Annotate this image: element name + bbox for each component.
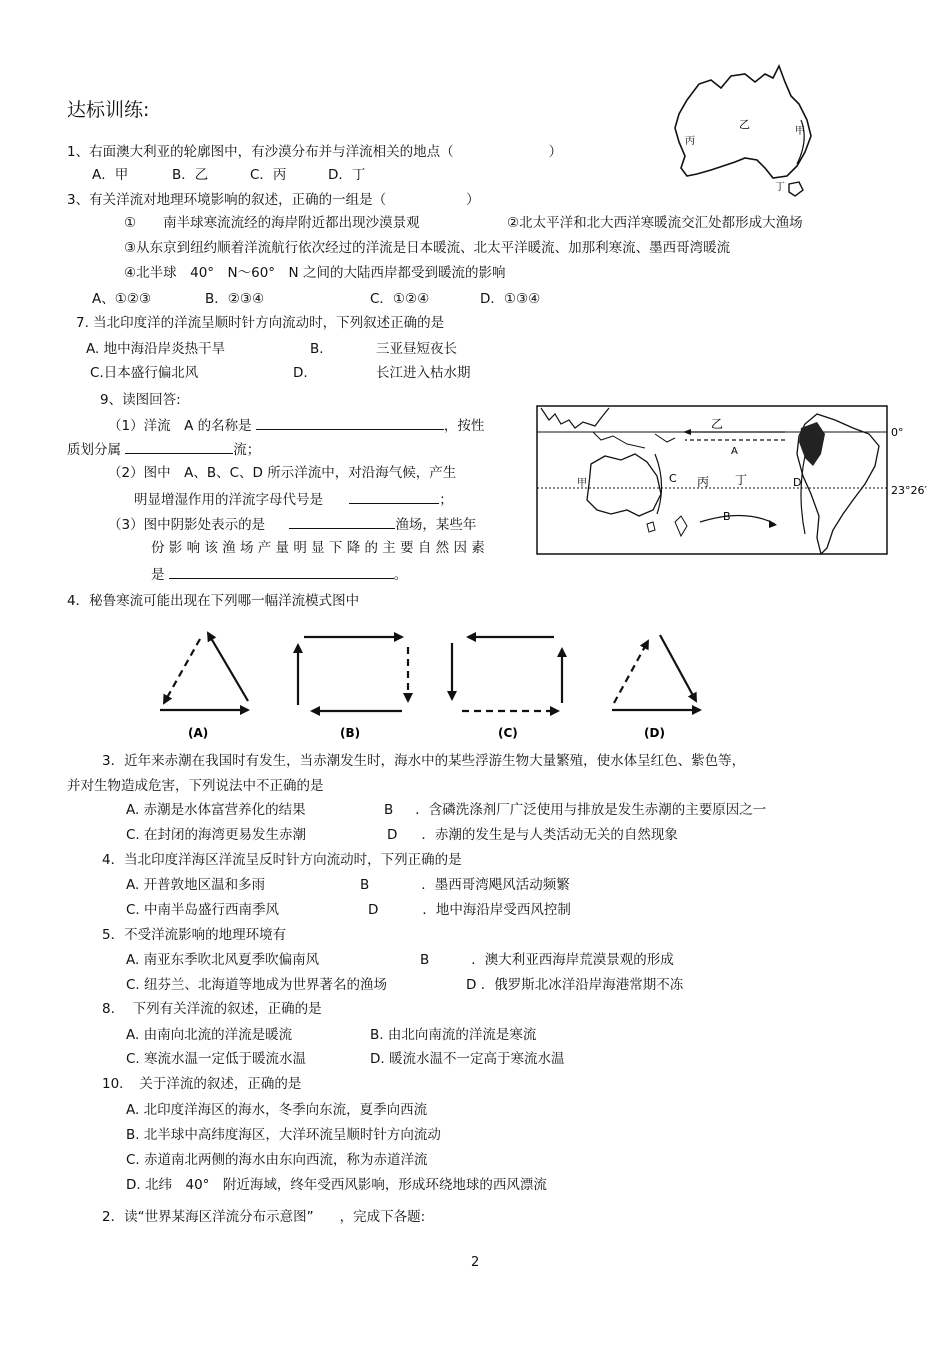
- q4b-option-a-text: 开普敦地区温和多雨: [143, 877, 266, 893]
- q7-option-b-text: 三亚昼短夜长: [376, 341, 457, 357]
- q1-option-c: C．丙: [250, 167, 287, 183]
- map-label-b: B: [723, 510, 731, 523]
- q7-option-d-text: 长江进入枯水期: [376, 365, 471, 381]
- q4b-option-d: [368, 901, 571, 919]
- q4b-option-c-letter: C.: [126, 902, 140, 918]
- q4a-stem: 4．秘鲁寒流可能出现在下列哪一幅洋流模式图中: [67, 593, 360, 609]
- q8-option-a-letter: A.: [126, 1027, 140, 1043]
- q3a-item-1: ① 南半球寒流流经的海岸附近都出现沙漠景观: [124, 215, 420, 231]
- section-title: 达标训练:: [67, 99, 150, 121]
- q3b-option-c-letter: C.: [126, 827, 140, 843]
- q5-option-b-text: ．澳大利亚西海岸荒漠景观的形成: [471, 952, 674, 968]
- q2-stem-part2: ，完成下各题:: [339, 1209, 426, 1225]
- q1-stem-text: 1、右面澳大利亚的轮廓图中，有沙漠分布并与洋流相关的地点（: [67, 144, 454, 160]
- q10-option-a-text: 北印度洋海区的海水，冬季向东流，夏季向西流: [143, 1102, 428, 1118]
- q1-close: ）: [548, 144, 563, 160]
- q5-option-d-text: ．俄罗斯北冰洋沿岸海港常期不冻: [480, 977, 684, 993]
- page-number: 2: [471, 1255, 480, 1270]
- q3a-item-2: ②北太平洋和北大西洋寒暖流交汇处都形成大渔场: [507, 215, 803, 231]
- q3b-option-a-letter: A.: [126, 802, 140, 818]
- q3a-option-d: D．①③④: [480, 291, 541, 307]
- map-label-yi: 乙: [711, 417, 724, 431]
- model-label-b: (B): [340, 726, 361, 740]
- q10-option-b-letter: B.: [126, 1127, 140, 1143]
- fishery-shade: [799, 422, 825, 466]
- q9-blank-fishery[interactable]: [289, 514, 395, 529]
- q9-p1-label: （1）洋流 A 的名称是: [108, 418, 252, 434]
- q8-option-b-text: 由北向南流的洋流是寒流: [387, 1027, 537, 1043]
- q10-option-d: [126, 1176, 547, 1194]
- q3a-close: ）: [466, 192, 480, 208]
- map-label-tropic: 23°26′: [891, 484, 927, 497]
- q10-stem: 10． 关于洋流的叙述，正确的是: [102, 1076, 302, 1092]
- map-label-ding: 丁: [735, 473, 748, 487]
- australia-map: [665, 62, 830, 202]
- map-label-c: C: [669, 472, 677, 485]
- q5-option-b: [420, 951, 674, 969]
- q4b-option-d-letter: D: [368, 902, 379, 918]
- q8-option-c-text: 寒流水温一定低于暖流水温: [144, 1051, 307, 1067]
- q3b-option-d-letter: D: [387, 827, 398, 843]
- q9-p3-tail: 渔场，某些年: [395, 517, 477, 533]
- aus-label-yi: 乙: [739, 118, 750, 131]
- q10-option-c-letter: C.: [126, 1152, 140, 1168]
- q9-blank-letters[interactable]: [349, 489, 439, 504]
- q7-option-c-text: 日本盛行偏北风: [103, 365, 199, 381]
- q4b-option-d-text: ．地中海沿岸受西风控制: [422, 902, 571, 918]
- q9-blank-current-type[interactable]: [125, 439, 233, 454]
- q9-part1-line1: [108, 415, 484, 435]
- q5-option-a-letter: A.: [126, 952, 140, 968]
- q10-option-a-letter: A.: [126, 1102, 140, 1118]
- tasmania-outline: [789, 182, 803, 196]
- map-label-jia: 甲: [577, 478, 587, 489]
- q8-option-a: [126, 1026, 292, 1044]
- q8-option-c-letter: C.: [126, 1051, 140, 1067]
- q3b-option-c-text: 在封闭的海湾更易发生赤潮: [144, 827, 307, 843]
- model-a: [160, 633, 248, 710]
- q9-blank-factor[interactable]: [169, 564, 394, 579]
- q9-p2-tail: ；: [439, 492, 453, 508]
- q3b-option-b: [384, 801, 766, 819]
- world-current-map: [535, 404, 935, 559]
- q10-option-d-letter: D.: [126, 1177, 141, 1193]
- q10-option-c-text: 赤道南北两侧的海水由东向西流，称为赤道洋流: [144, 1152, 428, 1168]
- q5-option-c: [126, 976, 387, 994]
- q4b-option-b-text: ．墨西哥湾飓风活动频繁: [421, 877, 570, 893]
- q4b-option-c-text: 中南半岛盛行西南季风: [144, 902, 280, 918]
- q4b-stem: 4．当北印度洋海区洋流呈反时针方向流动时，下列正确的是: [102, 852, 462, 868]
- q7-option-a: [86, 340, 225, 358]
- q1-option-d: D．丁: [328, 167, 366, 183]
- q3b-option-a-text: 赤潮是水体富营养化的结果: [143, 802, 306, 818]
- model-label-a: (A): [188, 726, 209, 740]
- q3b-option-a: [126, 801, 306, 819]
- q4b-option-a-letter: A.: [126, 877, 140, 893]
- q3b-stem-line2: 并对生物造成危害，下列说法中不正确的是: [67, 778, 324, 794]
- q8-option-c: [126, 1050, 306, 1068]
- model-b: [298, 637, 408, 711]
- q9-part2-line1: （2）图中 A、B、C、D 所示洋流中，对沿海气候，产生: [108, 465, 457, 481]
- q2-stem-part1: 2．读“世界某海区洋流分布示意图”: [102, 1209, 314, 1225]
- map-label-a: A: [731, 446, 738, 457]
- q3a-option-c: C．①②④: [370, 291, 430, 307]
- q1-stem: [67, 143, 562, 161]
- q8-option-d-letter: D.: [370, 1051, 385, 1067]
- q9-part2-line2: [134, 489, 453, 509]
- q9-part3-line1: [108, 514, 476, 534]
- q3b-option-d-text: ．赤潮的发生是与人类活动无关的自然现象: [421, 827, 678, 843]
- model-c: [452, 637, 562, 711]
- q5-option-c-text: 纽芬兰、北海道等地成为世界著名的渔场: [144, 977, 388, 993]
- q10-option-c: [126, 1151, 428, 1169]
- map-label-d: D: [793, 476, 802, 489]
- q5-option-a: [126, 951, 319, 969]
- q7-option-c-letter: C.: [90, 365, 104, 381]
- q3a-option-b: B．②③④: [205, 291, 265, 307]
- q7-option-a-text: 地中海沿岸炎热干旱: [103, 341, 226, 357]
- q4b-option-b: [360, 876, 570, 894]
- q8-option-d-text: 暖流水温不一定高于寒流水温: [388, 1051, 565, 1067]
- map-label-equator: 0°: [891, 426, 904, 439]
- q3a-item-4: ④北半球 40° N～60° N 之间的大陆西岸都受到暖流的影响: [124, 265, 506, 281]
- q3a-item-3: ③从东京到纽约顺着洋流航行依次经过的洋流是日本暖流、北太平洋暖流、加那利寒流、墨西哥湾暖流: [124, 240, 731, 256]
- q9-p3-end: 。: [393, 567, 408, 583]
- q8-option-b-letter: B.: [370, 1027, 384, 1043]
- q5-stem: 5．不受洋流影响的地理环境有: [102, 927, 287, 943]
- q9-p2-label: 明显增湿作用的洋流字母代号是: [134, 492, 323, 508]
- q5-option-b-letter: B: [420, 952, 430, 968]
- q9-stem: 9、读图回答:: [100, 392, 181, 408]
- q1-option-a: A．甲: [92, 167, 129, 183]
- q9-part3-line2: 份 影 响 该 渔 场 产 量 明 显 下 降 的 主 要 自 然 因 素: [151, 540, 485, 556]
- q3a-option-a: A、①②③: [92, 291, 152, 307]
- q7-option-d-letter: D.: [293, 365, 308, 381]
- q10-option-b: [126, 1126, 441, 1144]
- q9-p1-tail: ，按性: [443, 418, 485, 434]
- q3b-option-b-text: ．含磷洗涤剂厂广泛使用与排放是发生赤潮的主要原因之一: [415, 802, 767, 818]
- map-label-bing: 丙: [697, 475, 710, 489]
- q4b-option-b-letter: B: [360, 877, 370, 893]
- q3b-option-b-letter: B: [384, 802, 394, 818]
- map-australia: [587, 454, 661, 516]
- q5-option-d: [466, 976, 683, 994]
- q1-option-b: B．乙: [172, 167, 209, 183]
- q7-option-a-letter: A.: [86, 341, 100, 357]
- aus-label-bing: 丙: [685, 136, 695, 147]
- q9-blank-current-name[interactable]: [256, 415, 444, 430]
- q9-p3-label: （3）图中阴影处表示的是: [108, 517, 266, 533]
- q10-option-d-text: 北纬 40° 附近海域，终年受西风影响，形成环绕地球的西风漂流: [144, 1177, 547, 1193]
- q3a-stem: [67, 191, 480, 209]
- aus-label-jia: 甲: [795, 126, 805, 137]
- model-d: [612, 635, 700, 710]
- q10-option-a: [126, 1101, 427, 1119]
- q9-p3-is: 是: [151, 567, 165, 583]
- aus-label-ding: 丁: [775, 182, 785, 193]
- q3b-option-c: [126, 826, 306, 844]
- q3a-stem-text: 3、有关洋流对地理环境影响的叙述，正确的一组是（: [67, 192, 387, 208]
- model-label-d: (D): [644, 726, 665, 740]
- current-b-arrow: [700, 515, 775, 524]
- q3b-option-d: [387, 826, 678, 844]
- current-model-diagrams: [150, 625, 720, 745]
- q3b-stem-line1: 3．近年来赤潮在我国时有发生，当赤潮发生时，海水中的某些浮游生物大量繁殖，使水体呈红色、紫色等，: [102, 753, 746, 769]
- q2-stem: [102, 1208, 425, 1226]
- q4b-option-a: [126, 876, 265, 894]
- q9-p1-prop-label: 质划分属: [67, 442, 121, 458]
- q9-p1-prop-tail: 流；: [233, 442, 261, 458]
- q8-option-b: [370, 1026, 536, 1044]
- q9-part1-line2: [67, 439, 260, 459]
- model-label-c: (C): [498, 726, 518, 740]
- q5-option-d-letter: D: [466, 977, 477, 993]
- q8-option-a-text: 由南向北流的洋流是暖流: [143, 1027, 293, 1043]
- q7-option-b-letter: B.: [310, 341, 324, 357]
- q4b-option-c: [126, 901, 279, 919]
- q8-option-d: [370, 1050, 564, 1068]
- q5-option-c-letter: C.: [126, 977, 140, 993]
- q7-stem: 7. 当北印度洋的洋流呈顺时针方向流动时，下列叙述正确的是: [76, 315, 445, 331]
- q8-stem: 8. 下列有关洋流的叙述，正确的是: [102, 1001, 322, 1017]
- q9-part3-line3: [151, 564, 407, 584]
- q7-option-c: [90, 364, 198, 382]
- current-d-arrow: [801, 456, 805, 534]
- q5-option-a-text: 南亚东季吹北风夏季吹偏南风: [143, 952, 320, 968]
- q10-option-b-text: 北半球中高纬度海区，大洋环流呈顺时针方向流动: [143, 1127, 441, 1143]
